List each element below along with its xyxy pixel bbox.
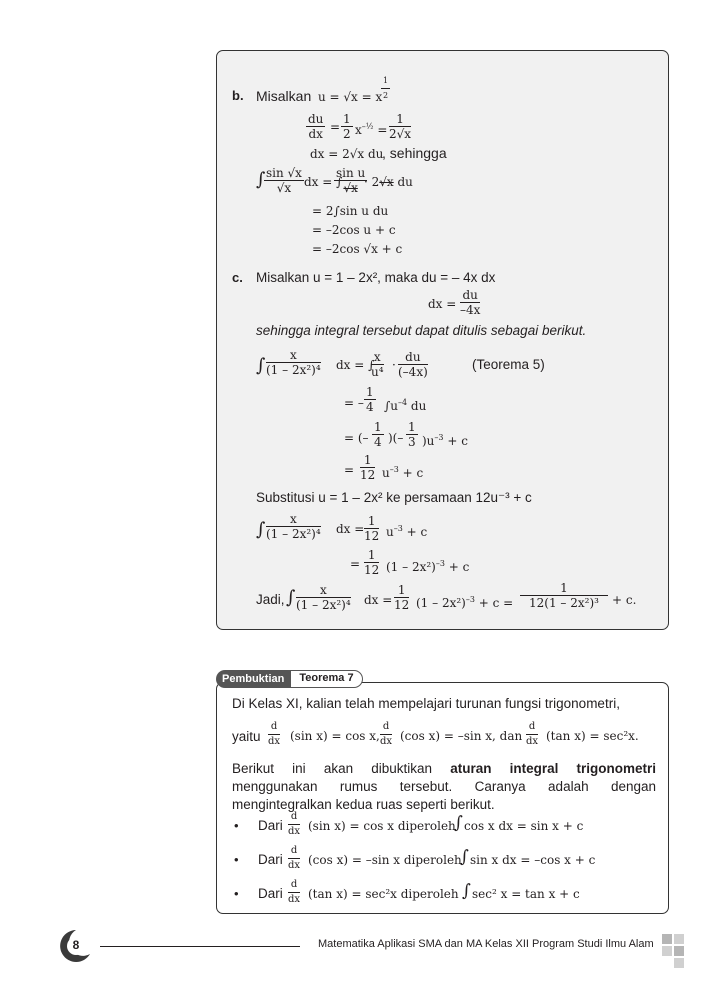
footer-square xyxy=(674,934,684,944)
jadi-label: Jadi, xyxy=(256,592,285,607)
proof-para2: Berikut ini akan dibuktikan aturan integral trigonometri menggunakan rumus tersebut. Caranya adalah dengan mengintegralkan kedua ruas seperti berikut. xyxy=(232,761,656,812)
frac-du-dx: $\frac{du}{dx}$ xyxy=(308,112,324,141)
bullet-1-expr: (sin x) = cos x diperoleh xyxy=(308,819,456,833)
bullet-3-result: sec² x = tan x + c xyxy=(472,887,580,901)
part-c-label: c. xyxy=(232,270,243,285)
proof-para1: Di Kelas XI, kalian telah mempelajari turunan fungsi trigonometri, xyxy=(232,696,620,711)
page-number-badge xyxy=(56,926,96,966)
footer-book-title: Matematika Aplikasi SMA dan MA Kelas XII Program Studi Ilmu Alam xyxy=(318,938,654,950)
bullet-3-expr: (tan x) = sec²x diperoleh xyxy=(308,887,459,901)
part-c-sentence: sehingga integral tersebut dapat ditulis sebagai berikut. xyxy=(256,323,587,338)
bullet-1-dari: Dari xyxy=(258,818,283,833)
footer-square xyxy=(662,946,672,956)
exp-half: $\frac{1}{2}$ xyxy=(383,76,389,100)
bullet-2-dari: Dari xyxy=(258,852,283,867)
footer-square xyxy=(662,934,672,944)
eq-b-u-def: u = √x = x xyxy=(318,90,383,104)
yaitu-label: yaitu xyxy=(232,729,261,744)
footer-square xyxy=(674,946,684,956)
proof-tab-theorem: Teorema 7 xyxy=(290,670,362,688)
bullet-3-dari: Dari xyxy=(258,886,283,901)
proof-tab xyxy=(216,670,363,688)
part-b-intro: Misalkan xyxy=(256,88,312,104)
bullet-1-result: cos x dx = sin x + c xyxy=(464,819,584,833)
sehingga-b: , sehingga xyxy=(382,145,447,161)
footer-rule xyxy=(100,946,300,947)
proof-tab-label: Pembuktian xyxy=(216,670,290,688)
bullet-2-expr: (cos x) = –sin x diperoleh xyxy=(308,853,462,867)
substitusi-line: Substitusi u = 1 – 2x² ke persamaan 12u⁻³ + c xyxy=(256,490,532,505)
part-b-label: b. xyxy=(232,88,244,103)
part-c-intro: Misalkan u = 1 – 2x², maka du = – 4x dx xyxy=(256,270,496,285)
solution-box xyxy=(216,50,669,630)
page-number: 8 xyxy=(72,938,80,952)
eq-dx: dx = 2√x du xyxy=(310,147,384,161)
theorem-ref: (Teorema 5) xyxy=(472,357,545,372)
bullet-2-result: sin x dx = –cos x + c xyxy=(470,853,596,867)
footer-square xyxy=(674,958,684,968)
